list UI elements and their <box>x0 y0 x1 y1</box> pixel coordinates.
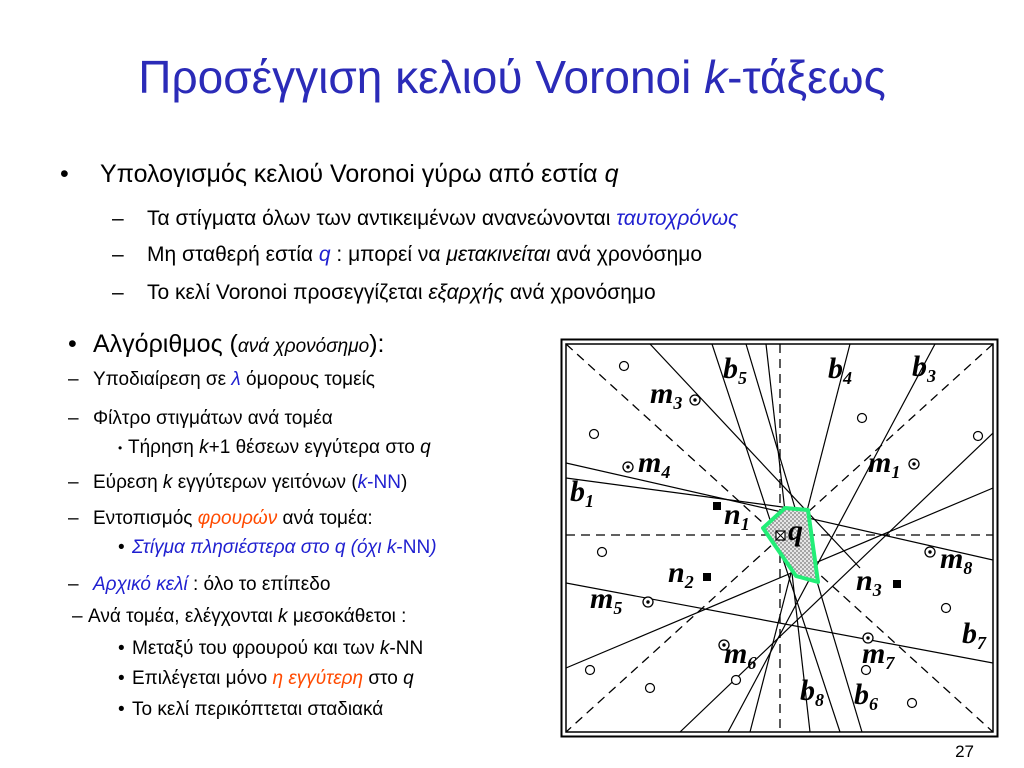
dash-marker: – <box>68 508 79 529</box>
sub-moving-focus: Μη σταθερή εστία q : μπορεί να μετακινείται ανά χρονόσημο <box>147 243 703 266</box>
label-b7: $b_7$ <box>962 617 986 653</box>
label-b8: $b_8$ <box>800 674 824 710</box>
label-m1: $m_1$ <box>868 446 901 482</box>
label-m4: $m_4$ <box>638 446 671 482</box>
focus-q-marker <box>776 531 785 540</box>
sub-positions-updated: Τα στίγματα όλων των αντικειμένων ανανεώνονται ταυτοχρόνως <box>147 207 739 230</box>
alg-step-filter: Φίλτρο στιγμάτων ανά τομέα <box>93 408 333 429</box>
bullet-marker: • <box>118 638 125 659</box>
label-n2: $n_2$ <box>668 556 694 592</box>
label-b5: $b_5$ <box>723 352 747 388</box>
voronoi-diagram <box>560 338 1000 738</box>
bullet-marker: • <box>118 537 125 558</box>
label-n3: $n_3$ <box>856 564 882 600</box>
bullet-marker: • <box>118 668 125 689</box>
dash-marker: – <box>112 243 124 266</box>
alg-step-knn: Εύρεση k εγγύτερων γειτόνων (k-NN) <box>93 472 408 493</box>
alg-step-cell-clipped: Το κελί περικόπτεται σταδιακά <box>132 699 384 720</box>
alg-step-subdivision: Υποδιαίρεση σε λ όμορους τομείς <box>93 369 375 390</box>
label-b1: $b_1$ <box>570 475 594 511</box>
bullet-marker: • <box>118 441 123 455</box>
alg-step-select-nearest: Επιλέγεται μόνο η εγγύτερη στο q <box>132 668 414 689</box>
label-m3: $m_3$ <box>650 377 683 413</box>
dash-marker: – <box>68 472 79 493</box>
bullet-marker: • <box>68 330 77 358</box>
point-n3 <box>893 580 901 588</box>
point-n1 <box>713 502 721 510</box>
bullet-marker: • <box>60 160 69 188</box>
bullet-algorithm: Αλγόριθμος (ανά χρονόσημο): <box>93 330 385 358</box>
label-m5: $m_5$ <box>590 582 623 618</box>
bullet-voronoi-computation: Υπολογισμός κελιού Voronoi γύρω από εστία q <box>100 160 619 188</box>
label-m7: $m_7$ <box>862 637 895 673</box>
label-n1: $n_1$ <box>724 498 750 534</box>
bisector-line-m4 <box>566 478 790 508</box>
dash-marker: – <box>112 207 124 230</box>
dash-marker: – <box>68 574 79 595</box>
slide-number: 27 <box>955 742 974 761</box>
alg-step-keep-positions: Τήρηση k+1 θέσεων εγγύτερα στο q <box>128 437 431 458</box>
sub-from-scratch: Το κελί Voronoi προσεγγίζεται εξαρχής ανά χρονόσημο <box>147 281 656 304</box>
dash-marker: – <box>68 369 79 390</box>
slide-title: Προσέγγιση κελιού Voronoi k-τάξεως <box>138 51 886 103</box>
label-b6: $b_6$ <box>854 678 878 714</box>
dash-marker: – <box>112 281 124 304</box>
alg-step-between-guard-knn: Μεταξύ του φρουρού και των k-NN <box>132 638 424 659</box>
dash-marker: – <box>68 408 79 429</box>
label-b4: $b_4$ <box>828 352 852 388</box>
label-q: q <box>788 514 803 547</box>
point-n2 <box>703 573 711 581</box>
label-m8: $m_8$ <box>940 542 973 578</box>
alg-step-closest-point: Στίγμα πλησιέστερα στο q (όχι k-NN) <box>132 537 437 558</box>
alg-step-initial-cell: Αρχικό κελί : όλο το επίπεδο <box>93 574 331 595</box>
dash-marker: – <box>72 606 83 627</box>
label-b3: $b_3$ <box>912 350 936 386</box>
label-m6: $m_6$ <box>724 637 757 673</box>
alg-step-bisectors: Ανά τομέα, ελέγχονται k μεσοκάθετοι : <box>88 606 407 627</box>
bullet-marker: • <box>118 699 125 720</box>
alg-step-guards: Εντοπισμός φρουρών ανά τομέα: <box>93 508 373 529</box>
bisector-line-m1 <box>680 433 993 732</box>
